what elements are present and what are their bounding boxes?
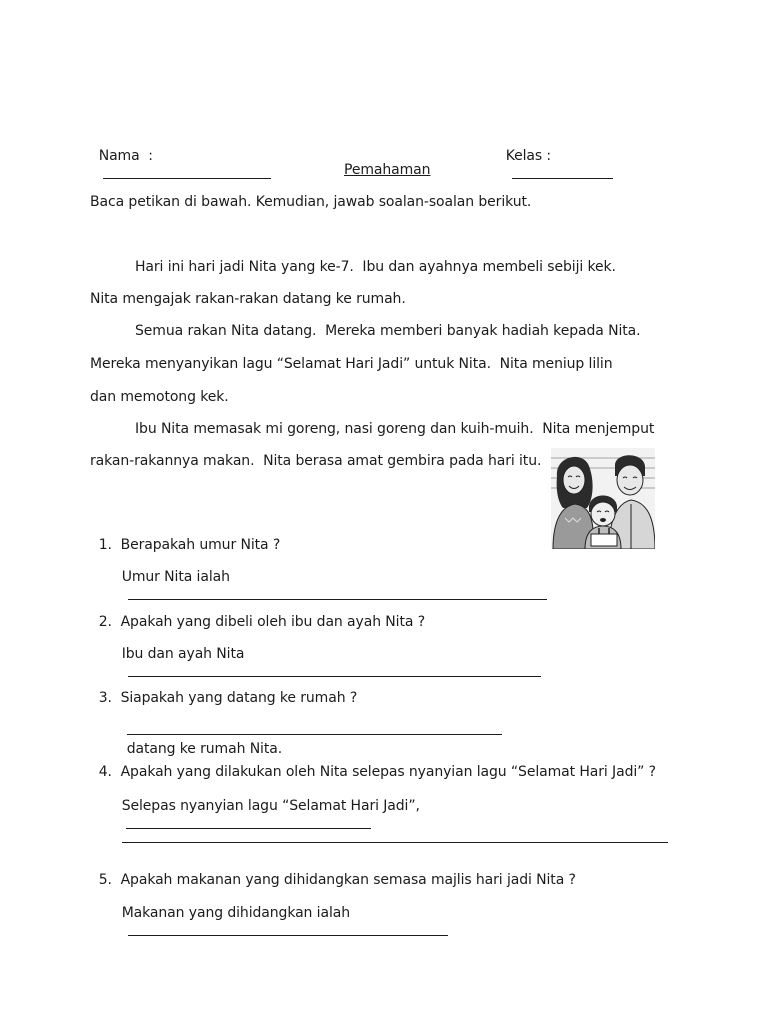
family-celebrating-birthday-illustration (551, 448, 655, 549)
passage-line: rakan-rakannya makan. Nita berasa amat gembira pada hari itu. (90, 453, 542, 469)
question-4 (90, 745, 656, 781)
class-answer-line[interactable] (512, 165, 613, 179)
question-number: 2. (98, 614, 112, 630)
passage-line: Mereka menyanyikan lagu “Selamat Hari Jadi” untuk Nita. Nita meniup lilin (90, 356, 613, 372)
answer-prefix: Umur Nita ialah (121, 569, 230, 585)
passage-line: Semua rakan Nita datang. Mereka memberi banyak hadiah kepada Nita. (135, 323, 641, 339)
answer-5-line[interactable] (128, 922, 448, 936)
answer-prefix: Selepas nyanyian lagu “Selamat Hari Jadi”, (121, 798, 420, 814)
question-text: Berapakah umur Nita ? (120, 537, 281, 553)
question-text: Apakah yang dilakukan oleh Nita selepas nyanyian lagu “Selamat Hari Jadi” ? (120, 764, 656, 780)
name-field-row (90, 129, 271, 184)
answer-prefix: Makanan yang dihidangkan ialah (121, 905, 350, 921)
worksheet-title: Pemahaman (344, 162, 431, 178)
instruction-text: Baca petikan di bawah. Kemudian, jawab soalan-soalan berikut. (90, 194, 532, 210)
name-answer-line[interactable] (103, 165, 271, 179)
class-field-row (497, 129, 613, 184)
question-5 (90, 853, 576, 889)
question-number: 4. (98, 764, 112, 780)
question-text: Apakah makanan yang dihidangkan semasa majlis hari jadi Nita ? (120, 872, 576, 888)
question-3 (90, 671, 357, 707)
class-label: Kelas : (505, 148, 552, 164)
answer-prefix: Ibu dan ayah Nita (121, 646, 245, 662)
answer-4-line-2[interactable] (122, 829, 668, 843)
question-1 (90, 518, 280, 554)
question-number: 5. (98, 872, 112, 888)
question-2 (90, 595, 425, 631)
answer-3-line[interactable] (127, 721, 502, 735)
answer-suffix: datang ke rumah Nita. (126, 741, 283, 757)
answer-4-continuation-row (113, 811, 668, 848)
passage-line: Nita mengajak rakan-rakan datang ke rumah. (90, 291, 406, 307)
answer-5-row (113, 886, 448, 941)
passage-line: Hari ini hari jadi Nita yang ke-7. Ibu dan ayahnya membeli sebiji kek. (135, 259, 616, 275)
passage-line: Ibu Nita memasak mi goreng, nasi goreng dan kuih-muih. Nita menjemput (135, 421, 655, 437)
passage-line: dan memotong kek. (90, 389, 229, 405)
question-text: Apakah yang dibeli oleh ibu dan ayah Nita ? (120, 614, 426, 630)
question-number: 3. (98, 690, 112, 706)
question-number: 1. (98, 537, 112, 553)
question-text: Siapakah yang datang ke rumah ? (120, 690, 358, 706)
name-label: Nama : (98, 148, 153, 164)
